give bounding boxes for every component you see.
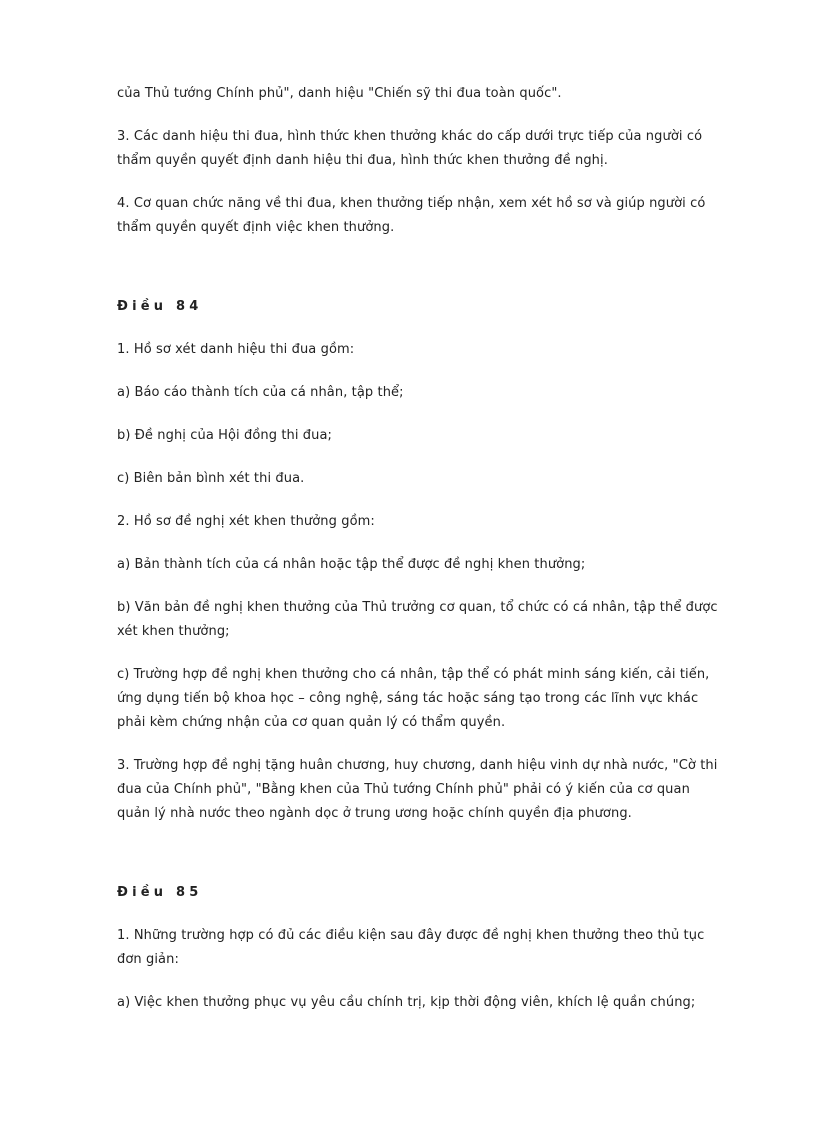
paragraph-clause-4: 4. Cơ quan chức năng về thi đua, khen thưởng tiếp nhận, xem xét hồ sơ và giúp người có thẩm quyền quyết định việc khen thưởng. [117, 196, 706, 235]
paragraph-84-1a: a) Báo cáo thành tích của cá nhân, tập thể; [117, 385, 404, 400]
document-page [117, 82, 727, 1015]
paragraph-85-1a: a) Việc khen thưởng phục vụ yêu cầu chính trị, kịp thời động viên, khích lệ quần chúng; [117, 995, 696, 1010]
paragraph-continuation: của Thủ tướng Chính phủ", danh hiệu "Chiến sỹ thi đua toàn quốc". [117, 86, 562, 101]
paragraph-84-2: 2. Hồ sơ đề nghị xét khen thưởng gồm: [117, 514, 375, 529]
paragraph-85-1: 1. Những trường hợp có đủ các điều kiện sau đây được đề nghị khen thưởng theo thủ tục đơn giản: [117, 928, 705, 967]
paragraph-clause-3: 3. Các danh hiệu thi đua, hình thức khen thưởng khác do cấp dưới trực tiếp của người có thẩm quyền quyết định danh hiệu thi đua, hình thức khen thưởng đề nghị. [117, 129, 703, 168]
paragraph-84-3: 3. Trường hợp đề nghị tặng huân chương, huy chương, danh hiệu vinh dự nhà nước, "Cờ thi đua của Chính phủ", "Bằng khen của Thủ tướng Chính phủ" phải có ý kiến của cơ quan quản lý nhà nước theo ngành dọc ở trung ương hoặc chính quyền địa phương. [117, 758, 718, 821]
paragraph-84-2a: a) Bản thành tích của cá nhân hoặc tập thể được đề nghị khen thưởng; [117, 557, 586, 572]
paragraph-84-2c: c) Trường hợp đề nghị khen thưởng cho cá nhân, tập thể có phát minh sáng kiến, cải tiến, ứng dụng tiến bộ khoa học – công nghệ, sáng tác hoặc sáng tạo trong các lĩnh vực khác phải kèm chứng nhận của cơ quan quản lý có thẩm quyền. [117, 667, 710, 730]
paragraph-84-1b: b) Đề nghị của Hội đồng thi đua; [117, 428, 333, 443]
article-84-heading: Điều 84 [117, 299, 203, 314]
paragraph-84-2b: b) Văn bản đề nghị khen thưởng của Thủ trưởng cơ quan, tổ chức có cá nhân, tập thể được xét khen thưởng; [117, 600, 718, 639]
paragraph-84-1c: c) Biên bản bình xét thi đua. [117, 471, 305, 486]
paragraph-84-1: 1. Hồ sơ xét danh hiệu thi đua gồm: [117, 342, 355, 357]
article-85-heading: Điều 85 [117, 885, 203, 900]
